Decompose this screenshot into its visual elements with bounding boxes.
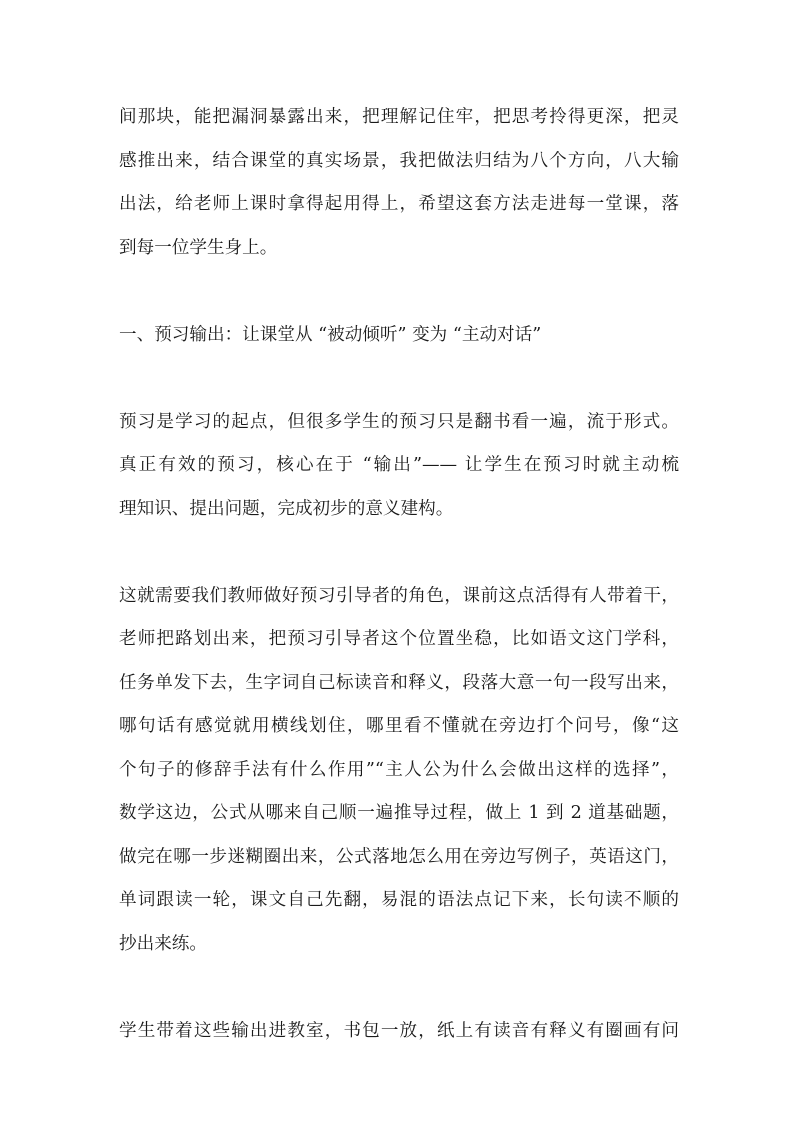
document-body xyxy=(119,96,679,1053)
text-line: 任务单发下去，生字词自己标读音和释义，段落大意一句一段写出来， xyxy=(119,672,679,693)
paragraph-gap xyxy=(119,357,679,401)
text-line: 预习是学习的起点，但很多学生的预习只是翻书看一遍，流于形式。 xyxy=(119,411,679,432)
section-heading: 一、预习输出：让课堂从 “被动倾听” 变为 “主动对话” xyxy=(119,324,542,345)
text-line: 个句子的修辞手法有什么作用”“主人公为什么会做出这样的选择”， xyxy=(119,759,679,780)
text-line: 抄出来练。 xyxy=(119,933,207,954)
text-line: 做完在哪一步迷糊圈出来，公式落地怎么用在旁边写例子，英语这门， xyxy=(119,846,679,867)
text-line: 这就需要我们教师做好预习引导者的角色，课前这点活得有人带着干， xyxy=(119,585,679,606)
text-line: 理知识、提出问题，完成初步的意义建构。 xyxy=(119,498,454,519)
text-line: 间那块，能把漏洞暴露出来，把理解记住牢，把思考拎得更深，把灵 xyxy=(119,107,679,127)
text-line: 数学这边，公式从哪来自己顺一遍推导过程，做上 1 到 2 道基础题， xyxy=(119,803,679,823)
text-line: 单词跟读一轮，课文自己先翻，易混的语法点记下来，长句读不顺的 xyxy=(119,890,679,910)
text-line: 学生带着这些输出进教室，书包一放，纸上有读音有释义有圈画有问 xyxy=(119,1020,679,1041)
text-line: 真正有效的预习，核心在于 “输出”—— 让学生在预习时就主动梳 xyxy=(119,455,679,475)
paragraph-preview-intro xyxy=(119,401,679,532)
text-line: 出法，给老师上课时拿得起用得上，希望这套方法走进每一堂课，落 xyxy=(119,194,679,214)
paragraph-students-bring xyxy=(119,1010,679,1054)
paragraph-gap xyxy=(119,966,679,1010)
text-line: 哪句话有感觉就用横线划住，哪里看不懂就在旁边打个问号，像“这 xyxy=(119,716,679,736)
text-line: 老师把路划出来，把预习引导者这个位置坐稳，比如语文这门学科， xyxy=(119,629,679,649)
paragraph-teacher-role xyxy=(119,575,679,967)
paragraph-gap xyxy=(119,531,679,575)
paragraph-gap xyxy=(119,270,679,314)
text-line: 到每一位学生身上。 xyxy=(119,237,278,258)
text-line: 感推出来，结合课堂的真实场景，我把做法归结为八个方向，八大输 xyxy=(119,150,679,171)
intro-paragraph xyxy=(119,96,679,270)
